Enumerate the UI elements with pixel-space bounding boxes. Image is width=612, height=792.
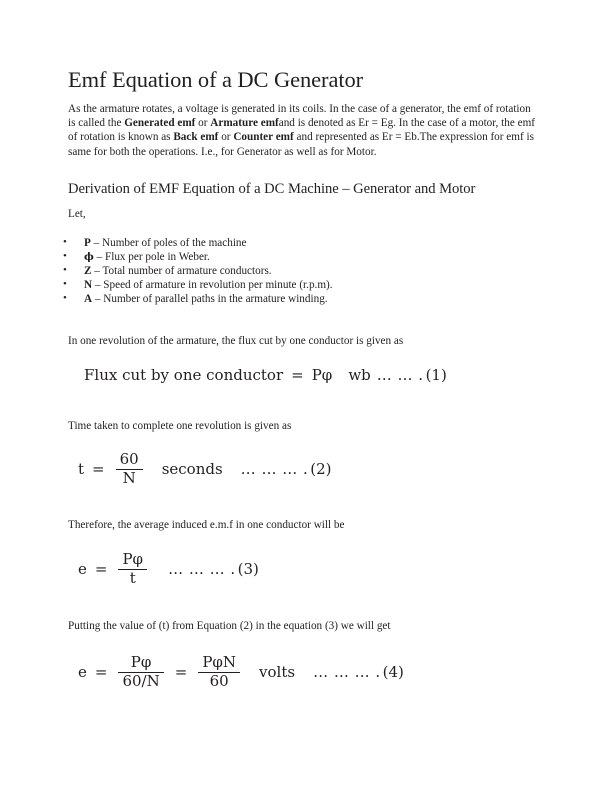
equation-1-dots: … … . <box>376 366 424 384</box>
statement-flux-cut: In one revolution of the armature, the flux cut by one conductor is given as <box>68 335 404 347</box>
equation-4-numerator-1: Pφ <box>130 653 152 671</box>
definition-symbol: P <box>84 237 91 250</box>
equation-2-number: (2) <box>310 460 332 479</box>
equation-4-fraction-1 <box>118 655 163 690</box>
intro-text-4: or <box>218 131 234 144</box>
equation-3-fraction <box>118 552 147 587</box>
definitions-list <box>68 237 538 307</box>
equation-2-denominator: N <box>122 469 136 488</box>
statement-time-taken: Time taken to complete one revolution is given as <box>68 420 292 432</box>
intro-text-5: and represented as Er = Eb.The expression for emf is same for both the operations. I.e., for Generator as well as for Motor. <box>68 131 534 158</box>
equation-3-numerator: Pφ <box>122 550 144 568</box>
intro-bold-counter-emf: Counter emf <box>233 131 294 144</box>
equation-2 <box>76 452 334 487</box>
intro-bold-generated-emf: Generated emf <box>124 117 196 130</box>
list-item <box>68 265 538 279</box>
statement-putting-value: Putting the value of (t) from Equation (2) in the equation (3) we will get <box>68 620 391 632</box>
equation-4-numerator-2: PφN <box>202 653 237 671</box>
list-item <box>68 279 538 293</box>
equation-4-equals-2: = <box>174 663 188 682</box>
intro-text-2: or <box>195 117 211 130</box>
intro-text-3: and is denoted as Er = Eg. In the case of a motor, the emf of rotation is known as <box>68 117 536 144</box>
equation-2-unit: seconds <box>161 460 223 479</box>
equation-2-fraction <box>116 452 143 487</box>
equation-3-dots: … … … . <box>168 560 236 579</box>
equation-2-dots: … … … . <box>240 460 309 479</box>
equation-2-lhs: t <box>78 460 85 479</box>
definition-text: – Total number of armature conductors. <box>91 265 272 278</box>
equation-1-unit: wb <box>348 366 371 384</box>
intro-bold-armature-emf: Armature emf <box>210 117 279 130</box>
equation-2-numerator: 60 <box>119 450 139 468</box>
page-title: Emf Equation of a DC Generator <box>68 67 364 92</box>
equation-3-denominator: t <box>129 569 136 588</box>
equation-3-number: (3) <box>237 560 259 579</box>
definition-text: – Flux per pole in Weber. <box>93 251 210 264</box>
equation-4-number: (4) <box>382 663 404 682</box>
section-heading-derivation: Derivation of EMF Equation of a DC Machine – Generator and Motor <box>68 180 476 197</box>
equation-4-dots: … … … . <box>313 663 381 682</box>
equation-4-equals-1: = <box>94 663 108 682</box>
equation-4-lhs: e <box>78 663 87 682</box>
equation-4-denominator-2: 60 <box>209 672 229 691</box>
equation-1-rhs: Pφ <box>311 366 333 384</box>
equation-4-fraction-2 <box>198 655 240 690</box>
document-content <box>68 66 538 307</box>
equation-3 <box>76 552 261 587</box>
definition-symbol: N <box>84 279 93 292</box>
list-item <box>68 293 538 307</box>
equation-1-number: (1) <box>425 366 447 384</box>
definition-text: – Number of parallel paths in the armature winding. <box>92 293 328 306</box>
equation-4 <box>76 655 406 690</box>
definition-symbol: A <box>84 293 93 306</box>
definition-symbol: ϕ <box>84 251 94 264</box>
intro-paragraph <box>68 102 538 159</box>
equation-4-unit: volts <box>259 663 296 682</box>
equation-3-equals: = <box>94 560 108 579</box>
statement-average-induced-emf: Therefore, the average induced e.m.f in one conductor will be <box>68 519 345 531</box>
definition-text: – Speed of armature in revolution per minute (r.p.m). <box>92 279 333 292</box>
equation-1-equals: = <box>291 366 304 384</box>
let-label: Let, <box>68 207 86 220</box>
definition-text: – Number of poles of the machine <box>90 237 247 250</box>
equation-4-denominator-1: 60/N <box>122 672 160 691</box>
equation-3-lhs: e <box>78 560 87 579</box>
intro-bold-back-emf: Back emf <box>173 131 219 144</box>
definition-symbol: Z <box>84 265 92 278</box>
equation-2-equals: = <box>92 460 105 479</box>
list-item <box>68 237 538 251</box>
list-item <box>68 251 538 265</box>
equation-1 <box>82 366 449 384</box>
intro-text-1: As the armature rotates, a voltage is generated in its coils. In the case of a generator, the emf of rotation is called the <box>68 103 531 130</box>
equation-1-lhs: Flux cut by one conductor <box>84 366 284 384</box>
